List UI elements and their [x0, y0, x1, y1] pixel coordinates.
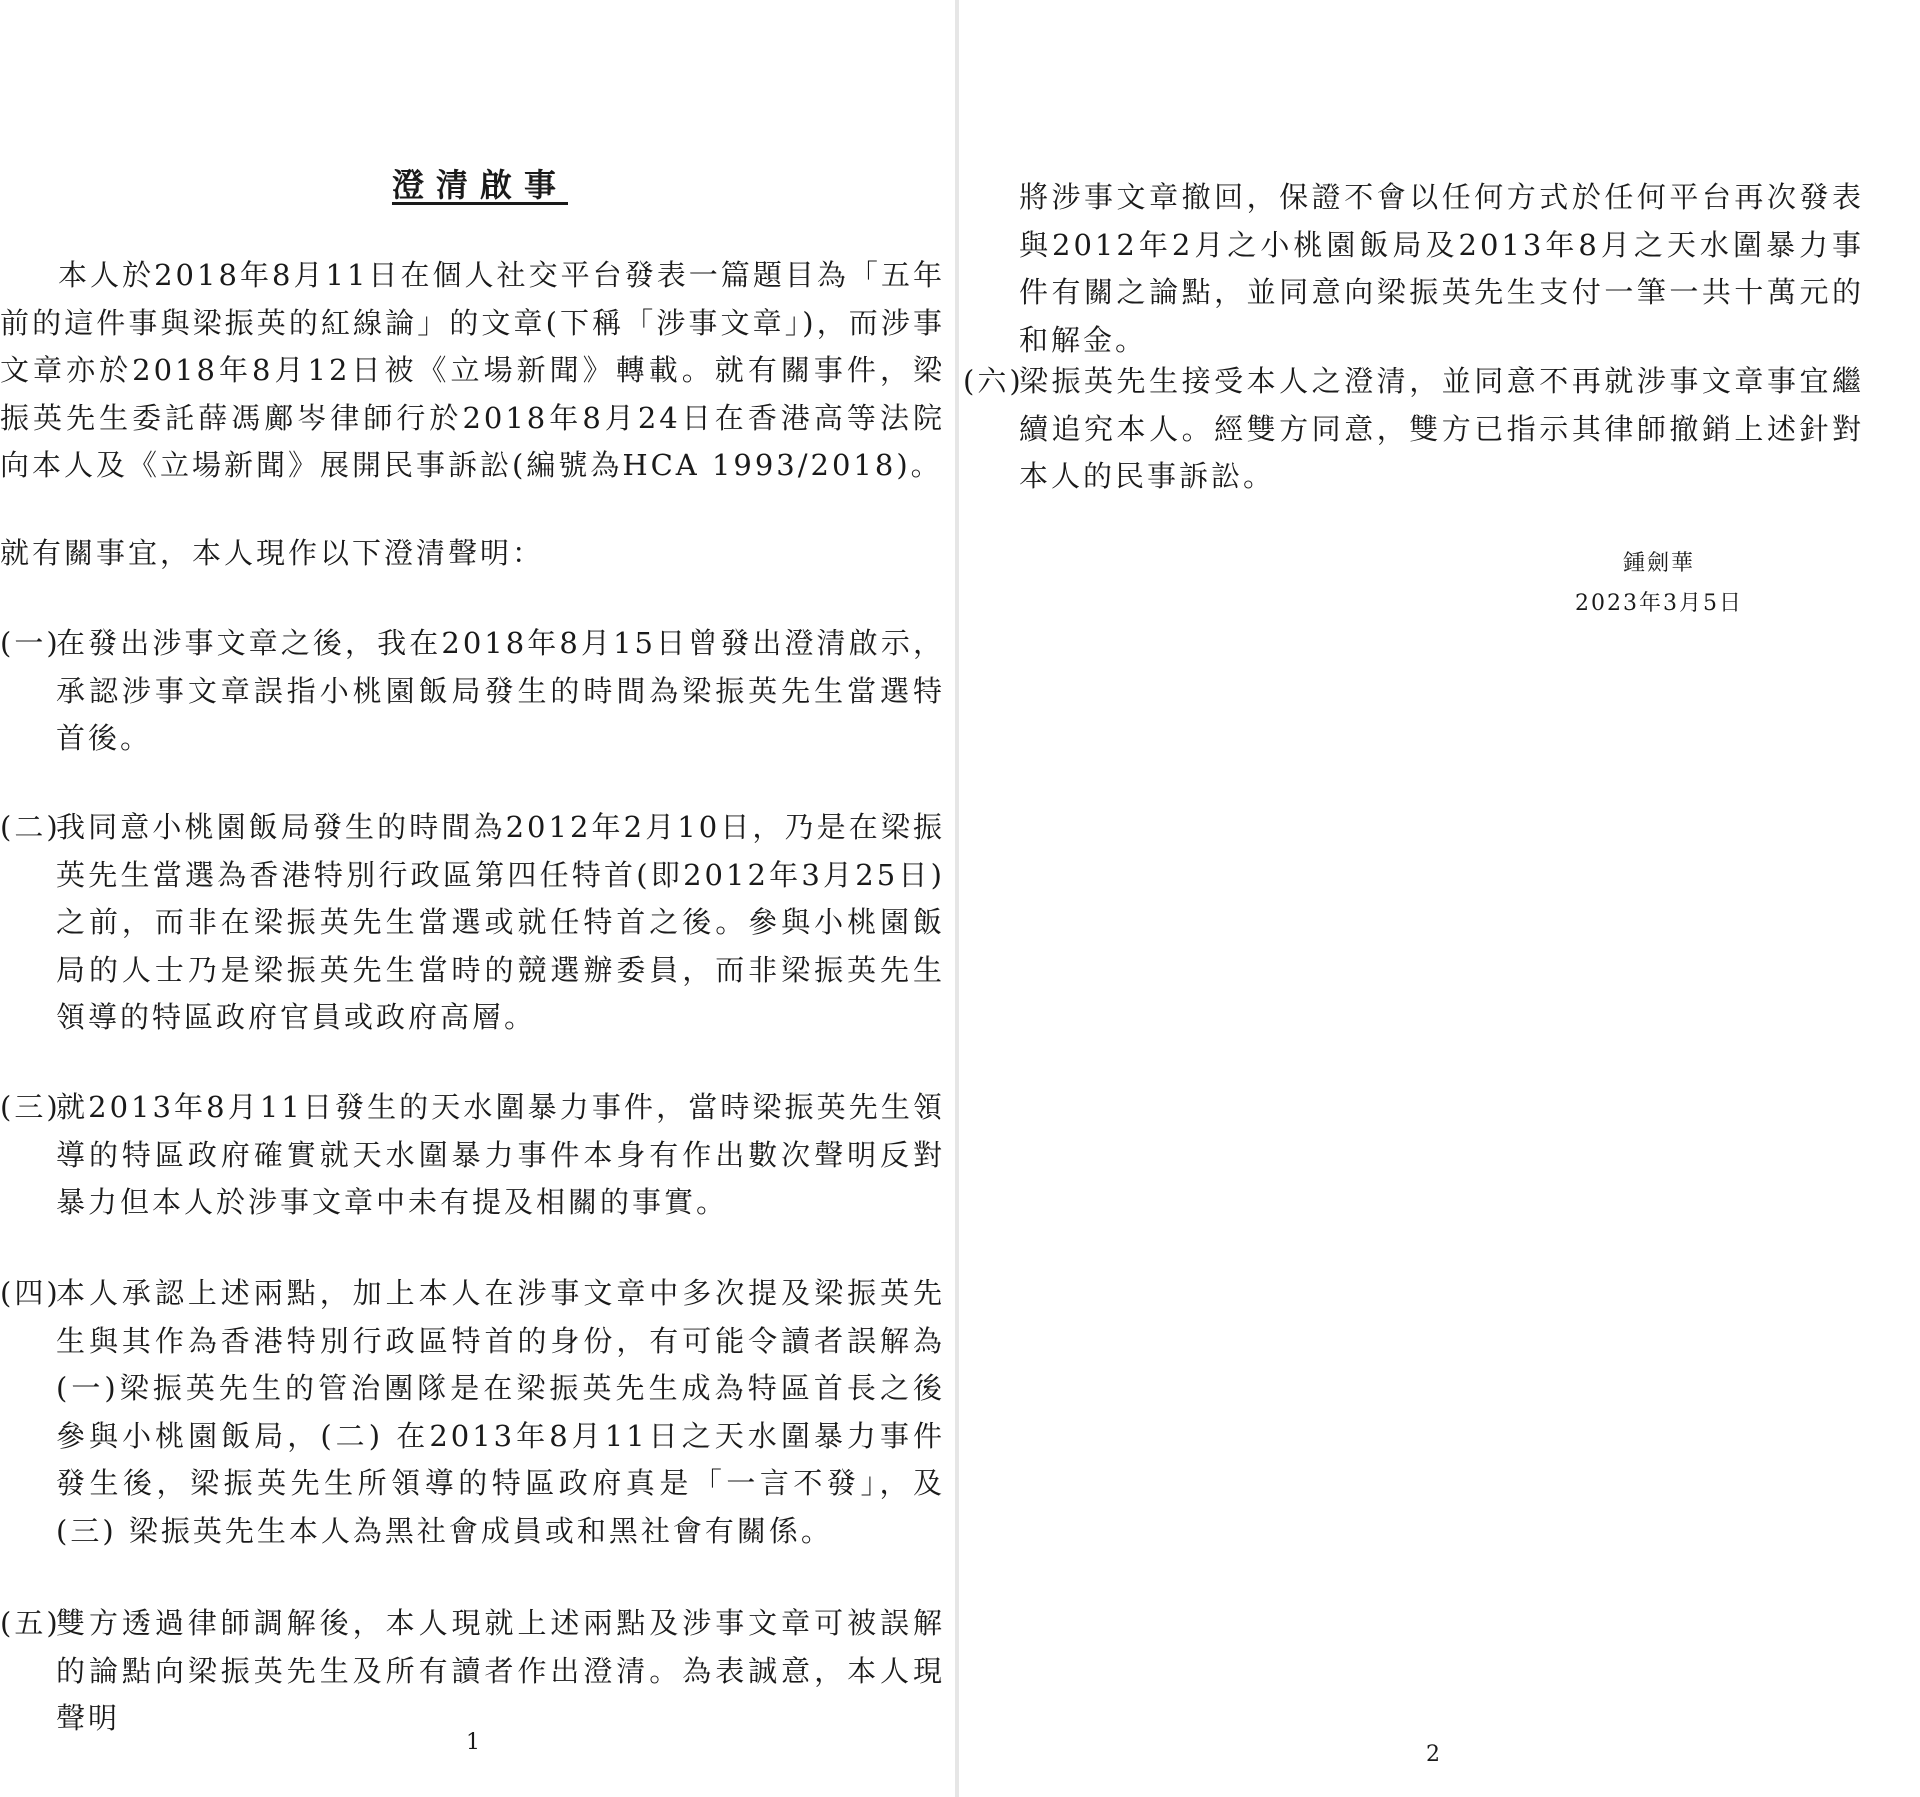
clarification-item-3 — [0, 1084, 945, 1227]
page-number: 1 — [466, 1730, 480, 1755]
intro-paragraph: 本人於2018年8月11日在個人社交平台發表一篇題目為「五年前的這件事與梁振英的紅線論」的文章(下稱「涉事文章」)，而涉事文章亦於2018年8月12日被《立場新聞》轉載。就有關事件，梁振英先生委託薛馮鄺岑律師行於2018年8月24日在香港高等法院向本人及《立場新聞》展開民事訴訟(編號為HCA 1993/2018)。 — [0, 258, 945, 482]
item-text: 梁振英先生接受本人之澄清，並同意不再就涉事文章事宜繼續追究本人。經雙方同意，雙方已指示其律師撤銷上述針對本人的民事訴訟。 — [1019, 364, 1864, 493]
document-page-1 — [0, 0, 955, 1797]
signature-date: 2023年3月5日 — [1575, 591, 1743, 616]
item-text: 雙方透過律師調解後，本人現就上述兩點及涉事文章可被誤解的論點向梁振英先生及所有讀者作出澄清。為表誠意，本人現聲明 — [56, 1606, 945, 1735]
clarification-item-1 — [0, 620, 945, 763]
item-text: 本人承認上述兩點，加上本人在涉事文章中多次提及梁振英先生與其作為香港特別行政區特首的身份，有可能令讀者誤解為(一)梁振英先生的管治團隊是在梁振英先生成為特區首長之後參與小桃園飯局，(二) 在2013年8月11日之天水圍暴力事件發生後，梁振英先生所領導的特區政府真是「一言不發」，及(三) 梁振英先生本人為黑社會成員或和黑社會有關係。 — [56, 1276, 945, 1548]
document-page-2 — [959, 0, 1920, 1797]
document-title: 澄清啟事 — [391, 166, 568, 204]
item-text: 就2013年8月11日發生的天水圍暴力事件，當時梁振英先生領導的特區政府確實就天水圍暴力事件本身有作出數次聲明反對暴力但本人於涉事文章中未有提及相關的事實。 — [56, 1090, 945, 1219]
statement-lead: 就有關事宜，本人現作以下澄清聲明： — [0, 536, 545, 570]
item-number: (二) — [0, 810, 61, 844]
item-number: (四) — [0, 1276, 61, 1310]
item-text: 我同意小桃園飯局發生的時間為2012年2月10日，乃是在梁振英先生當選為香港特別行政區第四任特首(即2012年3月25日)之前，而非在梁振英先生當選或就任特首之後。參與小桃園飯局的人士乃是梁振英先生當時的競選辦委員，而非梁振英先生領導的特區政府官員或政府高層。 — [56, 810, 945, 1034]
item-number: (三) — [0, 1090, 61, 1124]
item-5-continuation: 將涉事文章撤回，保證不會以任何方式於任何平台再次發表與2012年2月之小桃園飯局及2013年8月之天水圍暴力事件有關之論點，並同意向梁振英先生支付一筆一共十萬元的和解金。 — [1019, 180, 1864, 357]
clarification-item-4 — [0, 1270, 945, 1555]
signature-block — [1519, 544, 1799, 624]
item-number: (一) — [0, 626, 61, 660]
item-number: (六) — [963, 364, 1024, 398]
clarification-item-6 — [963, 358, 1864, 501]
clarification-item-2 — [0, 804, 945, 1042]
signatory-name: 鍾劍華 — [1622, 551, 1695, 576]
item-text: 在發出涉事文章之後，我在2018年8月15日曾發出澄清啟示，承認涉事文章誤指小桃園飯局發生的時間為梁振英先生當選特首後。 — [56, 626, 945, 755]
page-number: 2 — [1426, 1742, 1440, 1767]
clarification-item-5 — [0, 1600, 945, 1743]
item-number: (五) — [0, 1606, 61, 1640]
